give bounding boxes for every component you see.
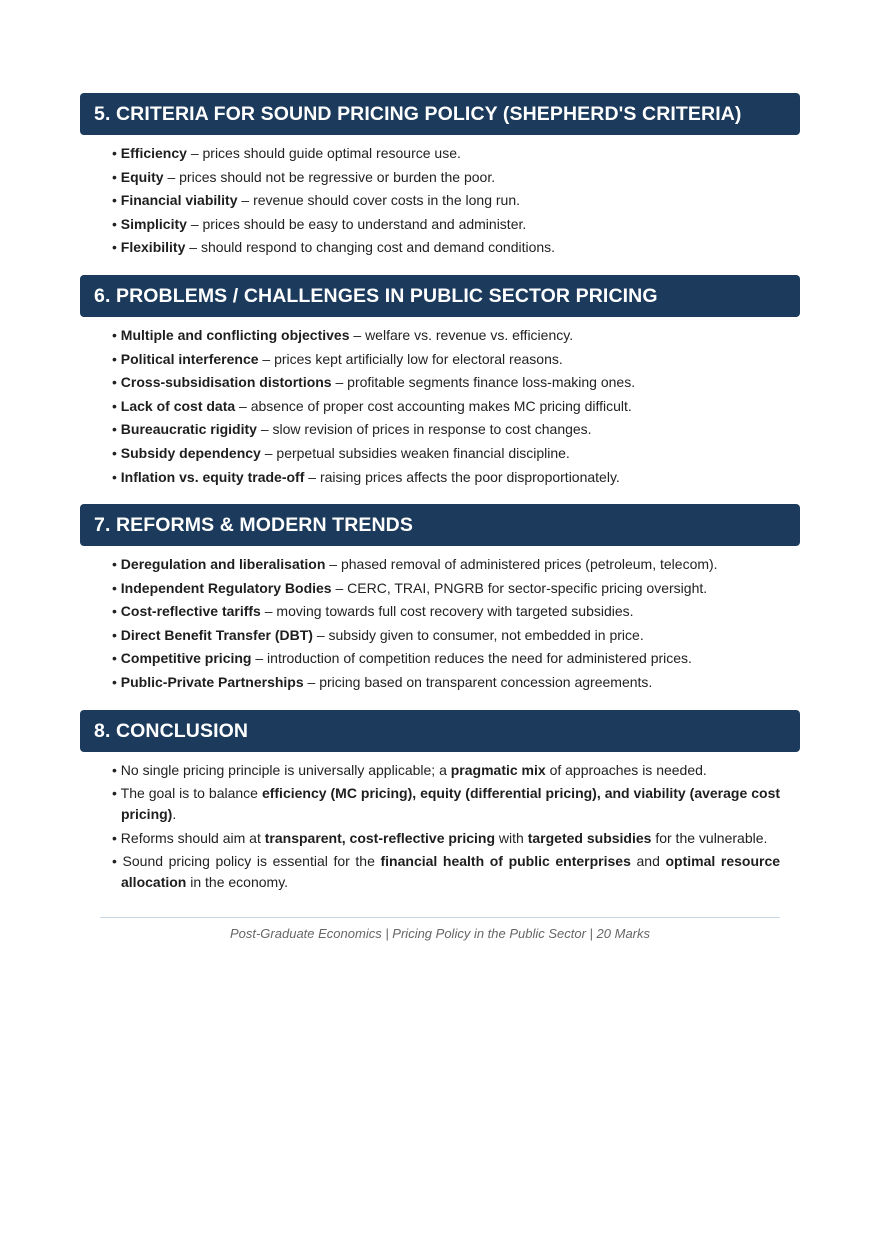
list-item: • Subsidy dependency – perpetual subsidies weaken financial discipline.	[112, 444, 570, 461]
list-item: • Cross-subsidisation distortions – profitable segments finance loss-making ones.	[112, 374, 636, 391]
list-item: • Political interference – prices kept artificially low for electoral reasons.	[112, 350, 563, 367]
section-problems	[80, 275, 800, 489]
footer-divider	[100, 917, 780, 918]
list-item: • Inflation vs. equity trade-off – raising prices affects the poor disproportionately.	[112, 468, 620, 485]
list-item: • Efficiency – prices should guide optimal resource use.	[112, 145, 461, 161]
section-heading: 7. REFORMS & MODERN TRENDS	[80, 504, 800, 546]
list-item: • Financial viability – revenue should cover costs in the long run.	[112, 192, 521, 209]
criteria-list	[80, 142, 800, 260]
list-item: • Flexibility – should respond to changing cost and demand conditions.	[112, 239, 556, 256]
section-conclusion	[80, 710, 800, 895]
page-footer: Post-Graduate Economics | Pricing Policy in the Public Sector | 20 Marks	[229, 926, 651, 941]
list-item: • Direct Benefit Transfer (DBT) – subsidy given to consumer, not embedded in price.	[112, 626, 644, 643]
conclusion-list	[80, 759, 800, 893]
list-item: • Public-Private Partnerships – pricing based on transparent concession agreements.	[112, 673, 653, 690]
section-heading: 8. CONCLUSION	[80, 710, 800, 752]
section-criteria	[80, 93, 800, 260]
list-item: • Deregulation and liberalisation – phased removal of administered prices (petroleum, telecom).	[112, 556, 718, 572]
list-item: • Cost-reflective tariffs – moving towards full cost recovery with targeted subsidies.	[112, 603, 634, 620]
list-item: • The goal is to balance efficiency (MC pricing), equity (differential pricing), and viability (average cost pricing).	[112, 784, 781, 822]
reforms-list	[80, 553, 800, 695]
list-item: • Bureaucratic rigidity – slow revision of prices in response to cost changes.	[112, 421, 592, 438]
list-item: • Simplicity – prices should be easy to understand and administer.	[112, 215, 527, 232]
list-item: • Competitive pricing – introduction of competition reduces the need for administered prices.	[112, 650, 692, 667]
section-reforms	[80, 504, 800, 695]
section-heading: 6. PROBLEMS / CHALLENGES IN PUBLIC SECTOR PRICING	[80, 275, 800, 317]
problems-list	[80, 324, 800, 489]
list-item: • Sound pricing policy is essential for the financial health of public enterprises and optimal resource allocation in the economy.	[112, 852, 781, 890]
list-item: • Independent Regulatory Bodies – CERC, TRAI, PNGRB for sector-specific pricing oversight.	[112, 579, 708, 596]
list-item: • Multiple and conflicting objectives – welfare vs. revenue vs. efficiency.	[112, 327, 574, 343]
list-item: • Reforms should aim at transparent, cost-reflective pricing with targeted subsidies for the vulnerable.	[112, 830, 768, 847]
list-item: • Lack of cost data – absence of proper cost accounting makes MC pricing difficult.	[112, 397, 632, 414]
list-item: • No single pricing principle is universally applicable; a pragmatic mix of approaches is needed.	[112, 762, 707, 778]
list-item: • Equity – prices should not be regressive or burden the poor.	[112, 168, 496, 185]
section-heading: 5. CRITERIA FOR SOUND PRICING POLICY (SHEPHERD'S CRITERIA)	[80, 93, 800, 135]
